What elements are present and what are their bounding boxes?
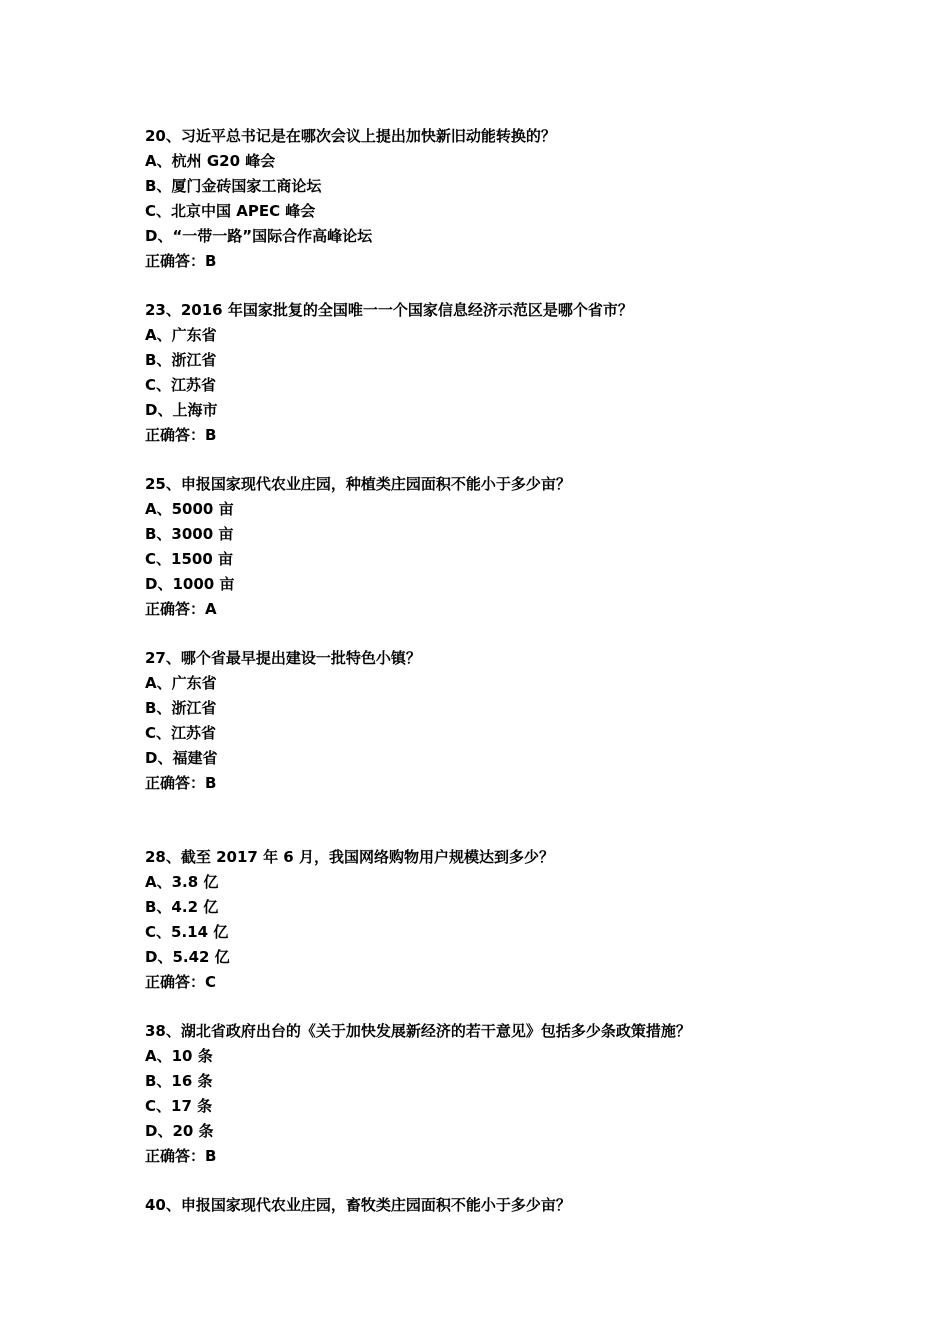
option-b: B、16 条 — [145, 1072, 213, 1090]
correct-answer: 正确答：B — [145, 252, 217, 270]
option-d: D、“一带一路”国际合作高峰论坛 — [145, 227, 373, 245]
option-c: C、17 条 — [145, 1097, 213, 1115]
question-text: 25、申报国家现代农业庄园，种植类庄园面积不能小于多少亩？ — [145, 475, 571, 493]
option-c: C、江苏省 — [145, 376, 217, 394]
option-d: D、20 条 — [145, 1122, 214, 1140]
question-text: 40、申报国家现代农业庄园，畜牧类庄园面积不能小于多少亩？ — [145, 1196, 571, 1214]
correct-answer: 正确答：A — [145, 600, 217, 618]
correct-answer: 正确答：B — [145, 774, 217, 792]
option-c: C、5.14 亿 — [145, 923, 229, 941]
option-d: D、上海市 — [145, 401, 218, 419]
question-text: 38、湖北省政府出台的《关于加快发展新经济的若干意见》包括多少条政策措施？ — [145, 1022, 691, 1040]
option-c: C、1500 亩 — [145, 550, 233, 568]
option-a: A、杭州 G20 峰会 — [145, 152, 276, 170]
option-a: A、5000 亩 — [145, 500, 234, 518]
option-d: D、福建省 — [145, 749, 218, 767]
option-c: C、江苏省 — [145, 724, 217, 742]
question-text: 27、哪个省最早提出建设一批特色小镇？ — [145, 649, 421, 667]
correct-answer: 正确答：B — [145, 426, 217, 444]
option-b: B、厦门金砖国家工商论坛 — [145, 177, 322, 195]
option-c: C、北京中国 APEC 峰会 — [145, 202, 316, 220]
option-b: B、浙江省 — [145, 351, 217, 369]
option-b: B、3000 亩 — [145, 525, 234, 543]
option-a: A、广东省 — [145, 674, 217, 692]
question-text: 20、习近平总书记是在哪次会议上提出加快新旧动能转换的？ — [145, 127, 556, 145]
correct-answer: 正确答：B — [145, 1147, 217, 1165]
option-a: A、广东省 — [145, 326, 217, 344]
option-a: A、10 条 — [145, 1047, 213, 1065]
correct-answer: 正确答：C — [145, 973, 217, 991]
option-d: D、5.42 亿 — [145, 948, 230, 966]
option-a: A、3.8 亿 — [145, 873, 219, 891]
option-b: B、4.2 亿 — [145, 898, 219, 916]
option-d: D、1000 亩 — [145, 575, 235, 593]
question-text: 23、2016 年国家批复的全国唯一一个国家信息经济示范区是哪个省市？ — [145, 301, 633, 319]
question-text: 28、截至 2017 年 6 月，我国网络购物用户规模达到多少？ — [145, 848, 554, 866]
option-b: B、浙江省 — [145, 699, 217, 717]
